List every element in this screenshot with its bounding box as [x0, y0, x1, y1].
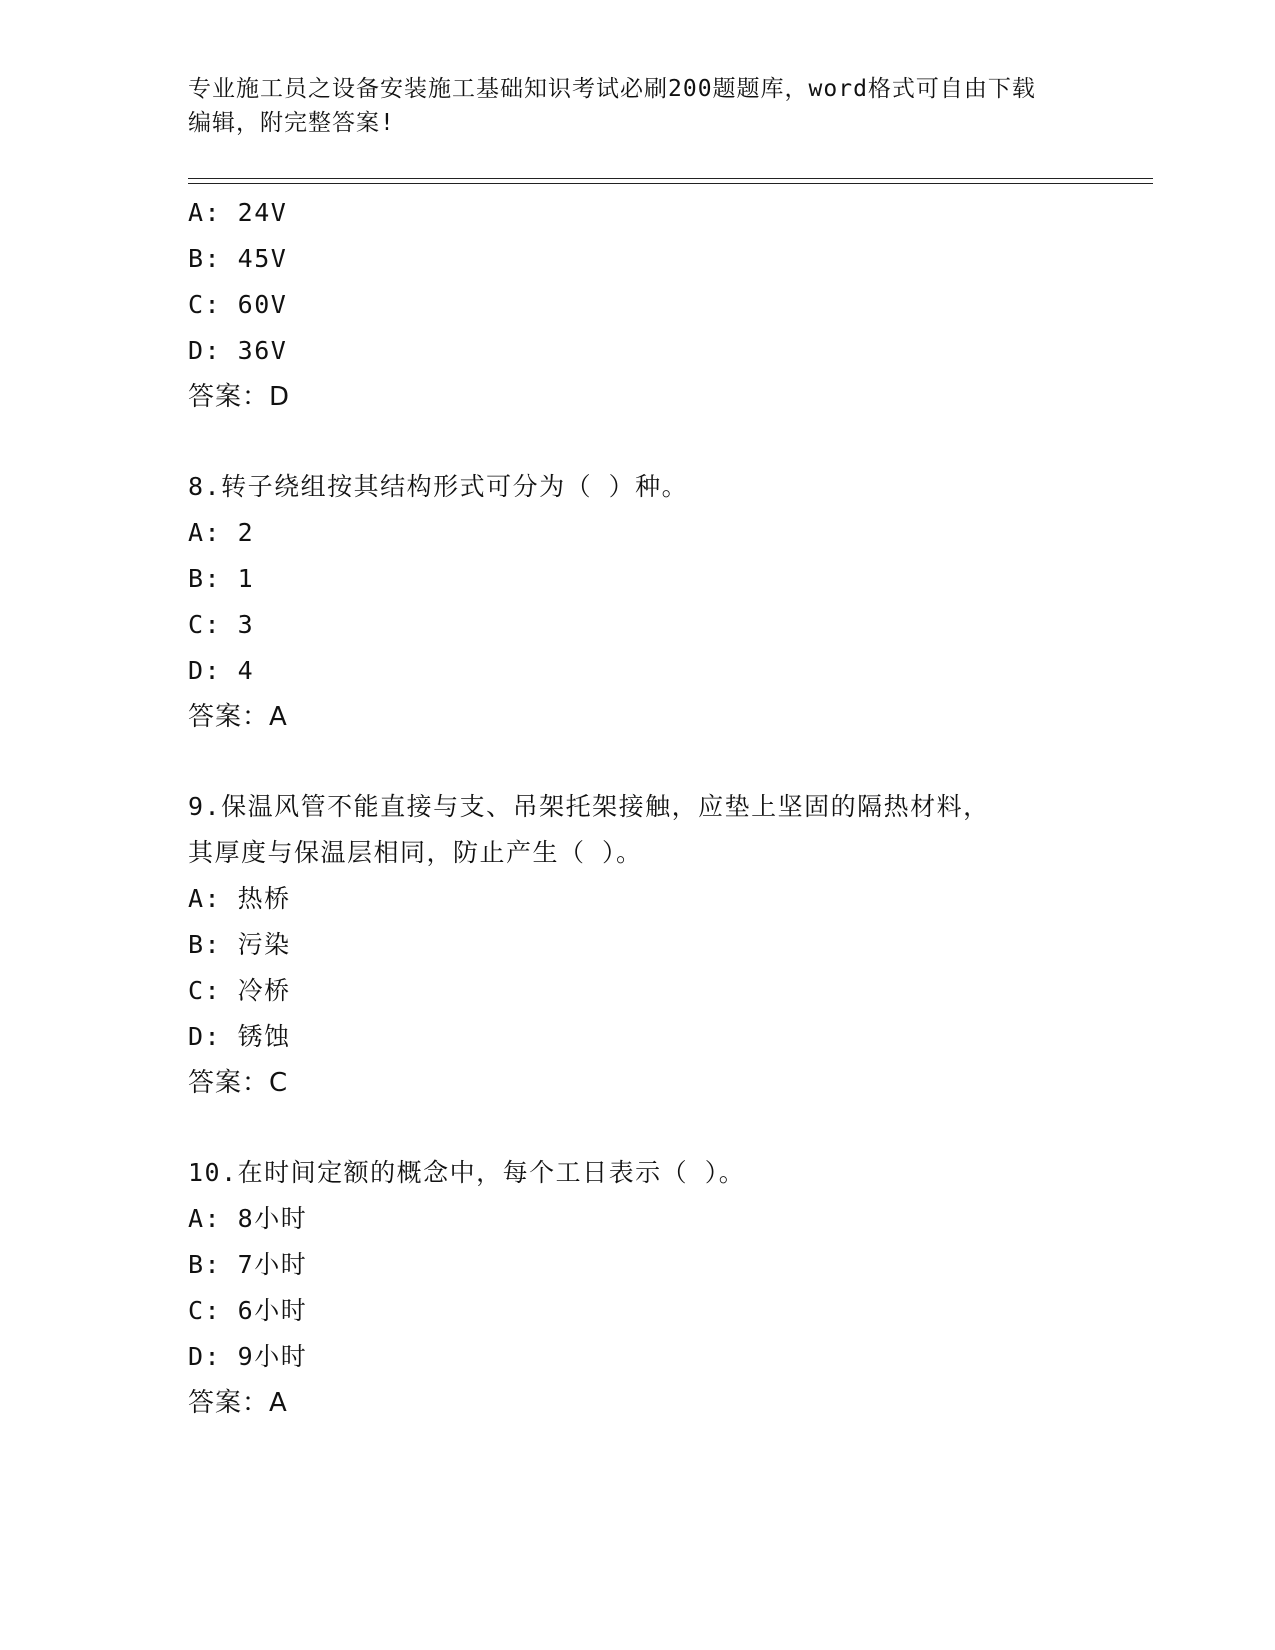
option-c: C: 3	[188, 610, 255, 639]
question-10	[188, 1150, 1148, 1426]
question-8	[188, 464, 1148, 740]
answer-line: 答案：A	[188, 702, 288, 732]
question-gap	[188, 420, 1148, 464]
option-a: A: 8小时	[188, 1204, 308, 1233]
option-d: D: 9小时	[188, 1342, 308, 1371]
question-gap	[188, 1106, 1148, 1150]
header-line-2: 编辑，附完整答案!	[188, 110, 395, 136]
option-b: B: 1	[188, 564, 255, 593]
question-list	[188, 190, 1148, 1426]
answer-line: 答案：C	[188, 1068, 289, 1098]
question-stem: 8.转子绕组按其结构形式可分为（ ）种。	[188, 472, 689, 501]
header-divider-top	[188, 178, 1153, 179]
option-a: A: 热桥	[188, 884, 291, 913]
option-b: B: 7小时	[188, 1250, 308, 1279]
option-c: C: 60V	[188, 290, 288, 319]
question-gap	[188, 740, 1148, 784]
question-stem: 10.在时间定额的概念中，每个工日表示（ ）。	[188, 1158, 746, 1187]
question-9	[188, 784, 1148, 1106]
option-d: D: 36V	[188, 336, 288, 365]
header-divider-bottom	[188, 183, 1153, 184]
answer-line: 答案：A	[188, 1388, 288, 1418]
option-c: C: 6小时	[188, 1296, 308, 1325]
question-stem: 9.保温风管不能直接与支、吊架托架接触，应垫上坚固的隔热材料，	[188, 792, 990, 821]
option-a: A: 2	[188, 518, 255, 547]
document-header	[188, 72, 1088, 140]
option-a: A: 24V	[188, 198, 288, 227]
option-d: D: 锈蚀	[188, 1022, 291, 1051]
option-b: B: 45V	[188, 244, 288, 273]
question-stem-continued: 其厚度与保温层相同，防止产生（ ）。	[188, 838, 643, 867]
answer-line: 答案：D	[188, 382, 291, 412]
question-partial	[188, 190, 1148, 420]
option-b: B: 污染	[188, 930, 291, 959]
header-line-1: 专业施工员之设备安装施工基础知识考试必刷200题题库，word格式可自由下载	[188, 76, 1036, 102]
option-c: C: 冷桥	[188, 976, 291, 1005]
option-d: D: 4	[188, 656, 255, 685]
